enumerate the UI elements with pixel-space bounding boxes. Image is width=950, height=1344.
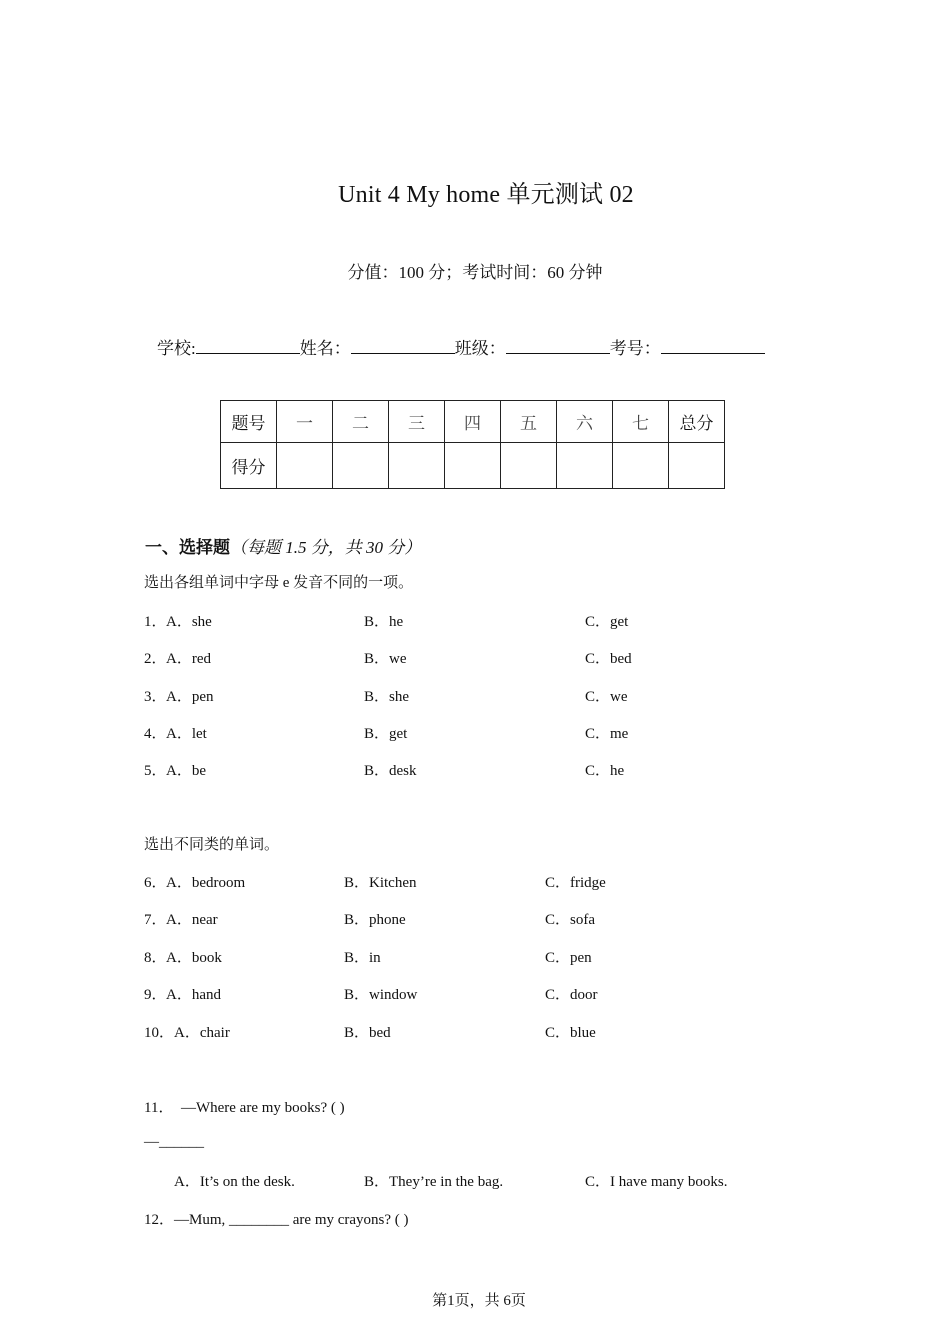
score-header-cell: 二: [333, 401, 389, 443]
score-cell[interactable]: [501, 443, 557, 489]
question-row: [144, 647, 904, 669]
option-b[interactable]: B．window: [344, 987, 418, 1003]
question-row: [144, 759, 904, 781]
question-number: 5．: [144, 763, 167, 779]
question-12-stem: 12．—Mum, ________ are my crayons? ( ): [144, 1212, 409, 1228]
question-11-stem: 11． —Where are my books? ( ): [144, 1100, 345, 1116]
score-table-header-row: [221, 401, 725, 443]
question-number: 2．: [144, 651, 167, 667]
option-a[interactable]: A．pen: [166, 689, 214, 705]
section-title: 一、选择题: [145, 538, 230, 557]
score-cell[interactable]: [389, 443, 445, 489]
option-a[interactable]: A．let: [166, 726, 207, 742]
question-row: [144, 946, 904, 968]
id-label: 考号：: [609, 339, 661, 358]
school-label: 学校:: [157, 339, 196, 358]
option-c[interactable]: C．blue: [545, 1025, 596, 1041]
page-footer: 第1页，共 6页: [432, 1293, 526, 1309]
option-a[interactable]: A．red: [166, 651, 211, 667]
name-blank[interactable]: [351, 339, 455, 354]
score-cell[interactable]: [445, 443, 501, 489]
score-cell[interactable]: [669, 443, 725, 489]
option-b[interactable]: B．Kitchen: [344, 875, 417, 891]
question-row: [144, 722, 904, 744]
question-row: [144, 1021, 904, 1043]
class-blank[interactable]: [506, 339, 610, 354]
question-row: [144, 610, 904, 632]
option-b[interactable]: B．bed: [344, 1025, 391, 1041]
score-header-cell: 七: [613, 401, 669, 443]
question-row: [144, 908, 904, 930]
exam-subtitle: 分值：100 分；考试时间：60 分钟: [347, 263, 603, 282]
question-number: 7．: [144, 912, 167, 928]
section-note: （每题 1.5 分，共 30 分）: [230, 538, 422, 557]
option-b[interactable]: B．phone: [344, 912, 406, 928]
option-a[interactable]: A．chair: [174, 1025, 230, 1041]
score-header-cell: 题号: [221, 401, 277, 443]
option-c[interactable]: C．bed: [585, 651, 632, 667]
score-header-cell: 三: [389, 401, 445, 443]
score-cell[interactable]: [333, 443, 389, 489]
question-number: 1．: [144, 614, 167, 630]
option-b[interactable]: B．we: [364, 651, 407, 667]
option-b[interactable]: B．she: [364, 689, 410, 705]
question-number: 6．: [144, 875, 167, 891]
score-header-cell: 五: [501, 401, 557, 443]
option-c[interactable]: C．fridge: [545, 875, 606, 891]
question-number: 10．: [144, 1025, 175, 1041]
question-row: [144, 871, 904, 893]
score-row-label: 得分: [221, 443, 277, 489]
option-a[interactable]: A．book: [166, 950, 222, 966]
student-info-line: [157, 334, 765, 359]
question-11-answer-blank[interactable]: —______: [144, 1134, 204, 1150]
question-number: 4．: [144, 726, 167, 742]
score-header-cell: 总分: [669, 401, 725, 443]
option-b[interactable]: B．he: [364, 614, 404, 630]
score-header-cell: 四: [445, 401, 501, 443]
question-number: 9．: [144, 987, 167, 1003]
question-row: [144, 983, 904, 1005]
option-a[interactable]: A．near: [166, 912, 218, 928]
page-title: Unit 4 My home 单元测试 02: [338, 182, 634, 208]
score-header-cell: 六: [557, 401, 613, 443]
instruction-b: 选出不同类的单词。: [144, 837, 280, 853]
score-table: [220, 400, 725, 489]
option-c[interactable]: C．me: [585, 726, 629, 742]
score-cell[interactable]: [277, 443, 333, 489]
option-c[interactable]: C．he: [585, 763, 625, 779]
score-table-score-row: [221, 443, 725, 489]
option-a[interactable]: A．she: [166, 614, 212, 630]
option-b[interactable]: B．get: [364, 726, 408, 742]
question-row: [144, 685, 904, 707]
score-cell[interactable]: [613, 443, 669, 489]
option-b[interactable]: B．desk: [364, 763, 417, 779]
question-number: 3．: [144, 689, 167, 705]
question-number: 8．: [144, 950, 167, 966]
score-cell[interactable]: [557, 443, 613, 489]
option-c[interactable]: C．I have many books.: [585, 1174, 728, 1190]
name-label: 姓名：: [299, 339, 351, 358]
score-header-cell: 一: [277, 401, 333, 443]
class-label: 班级：: [454, 339, 506, 358]
option-c[interactable]: C．pen: [545, 950, 592, 966]
id-blank[interactable]: [661, 339, 765, 354]
section-heading: [145, 533, 421, 558]
question-row: [144, 1170, 904, 1192]
option-b[interactable]: B．They’re in the bag.: [364, 1174, 504, 1190]
option-c[interactable]: C．door: [545, 987, 598, 1003]
option-a[interactable]: A．It’s on the desk.: [174, 1174, 295, 1190]
school-blank[interactable]: [196, 339, 300, 354]
instruction-a: 选出各组单词中字母 e 发音不同的一项。: [144, 575, 414, 591]
option-a[interactable]: A．bedroom: [166, 875, 246, 891]
option-b[interactable]: B．in: [344, 950, 381, 966]
option-a[interactable]: A．hand: [166, 987, 221, 1003]
option-c[interactable]: C．sofa: [545, 912, 595, 928]
option-c[interactable]: C．get: [585, 614, 629, 630]
option-c[interactable]: C．we: [585, 689, 628, 705]
option-a[interactable]: A．be: [166, 763, 206, 779]
